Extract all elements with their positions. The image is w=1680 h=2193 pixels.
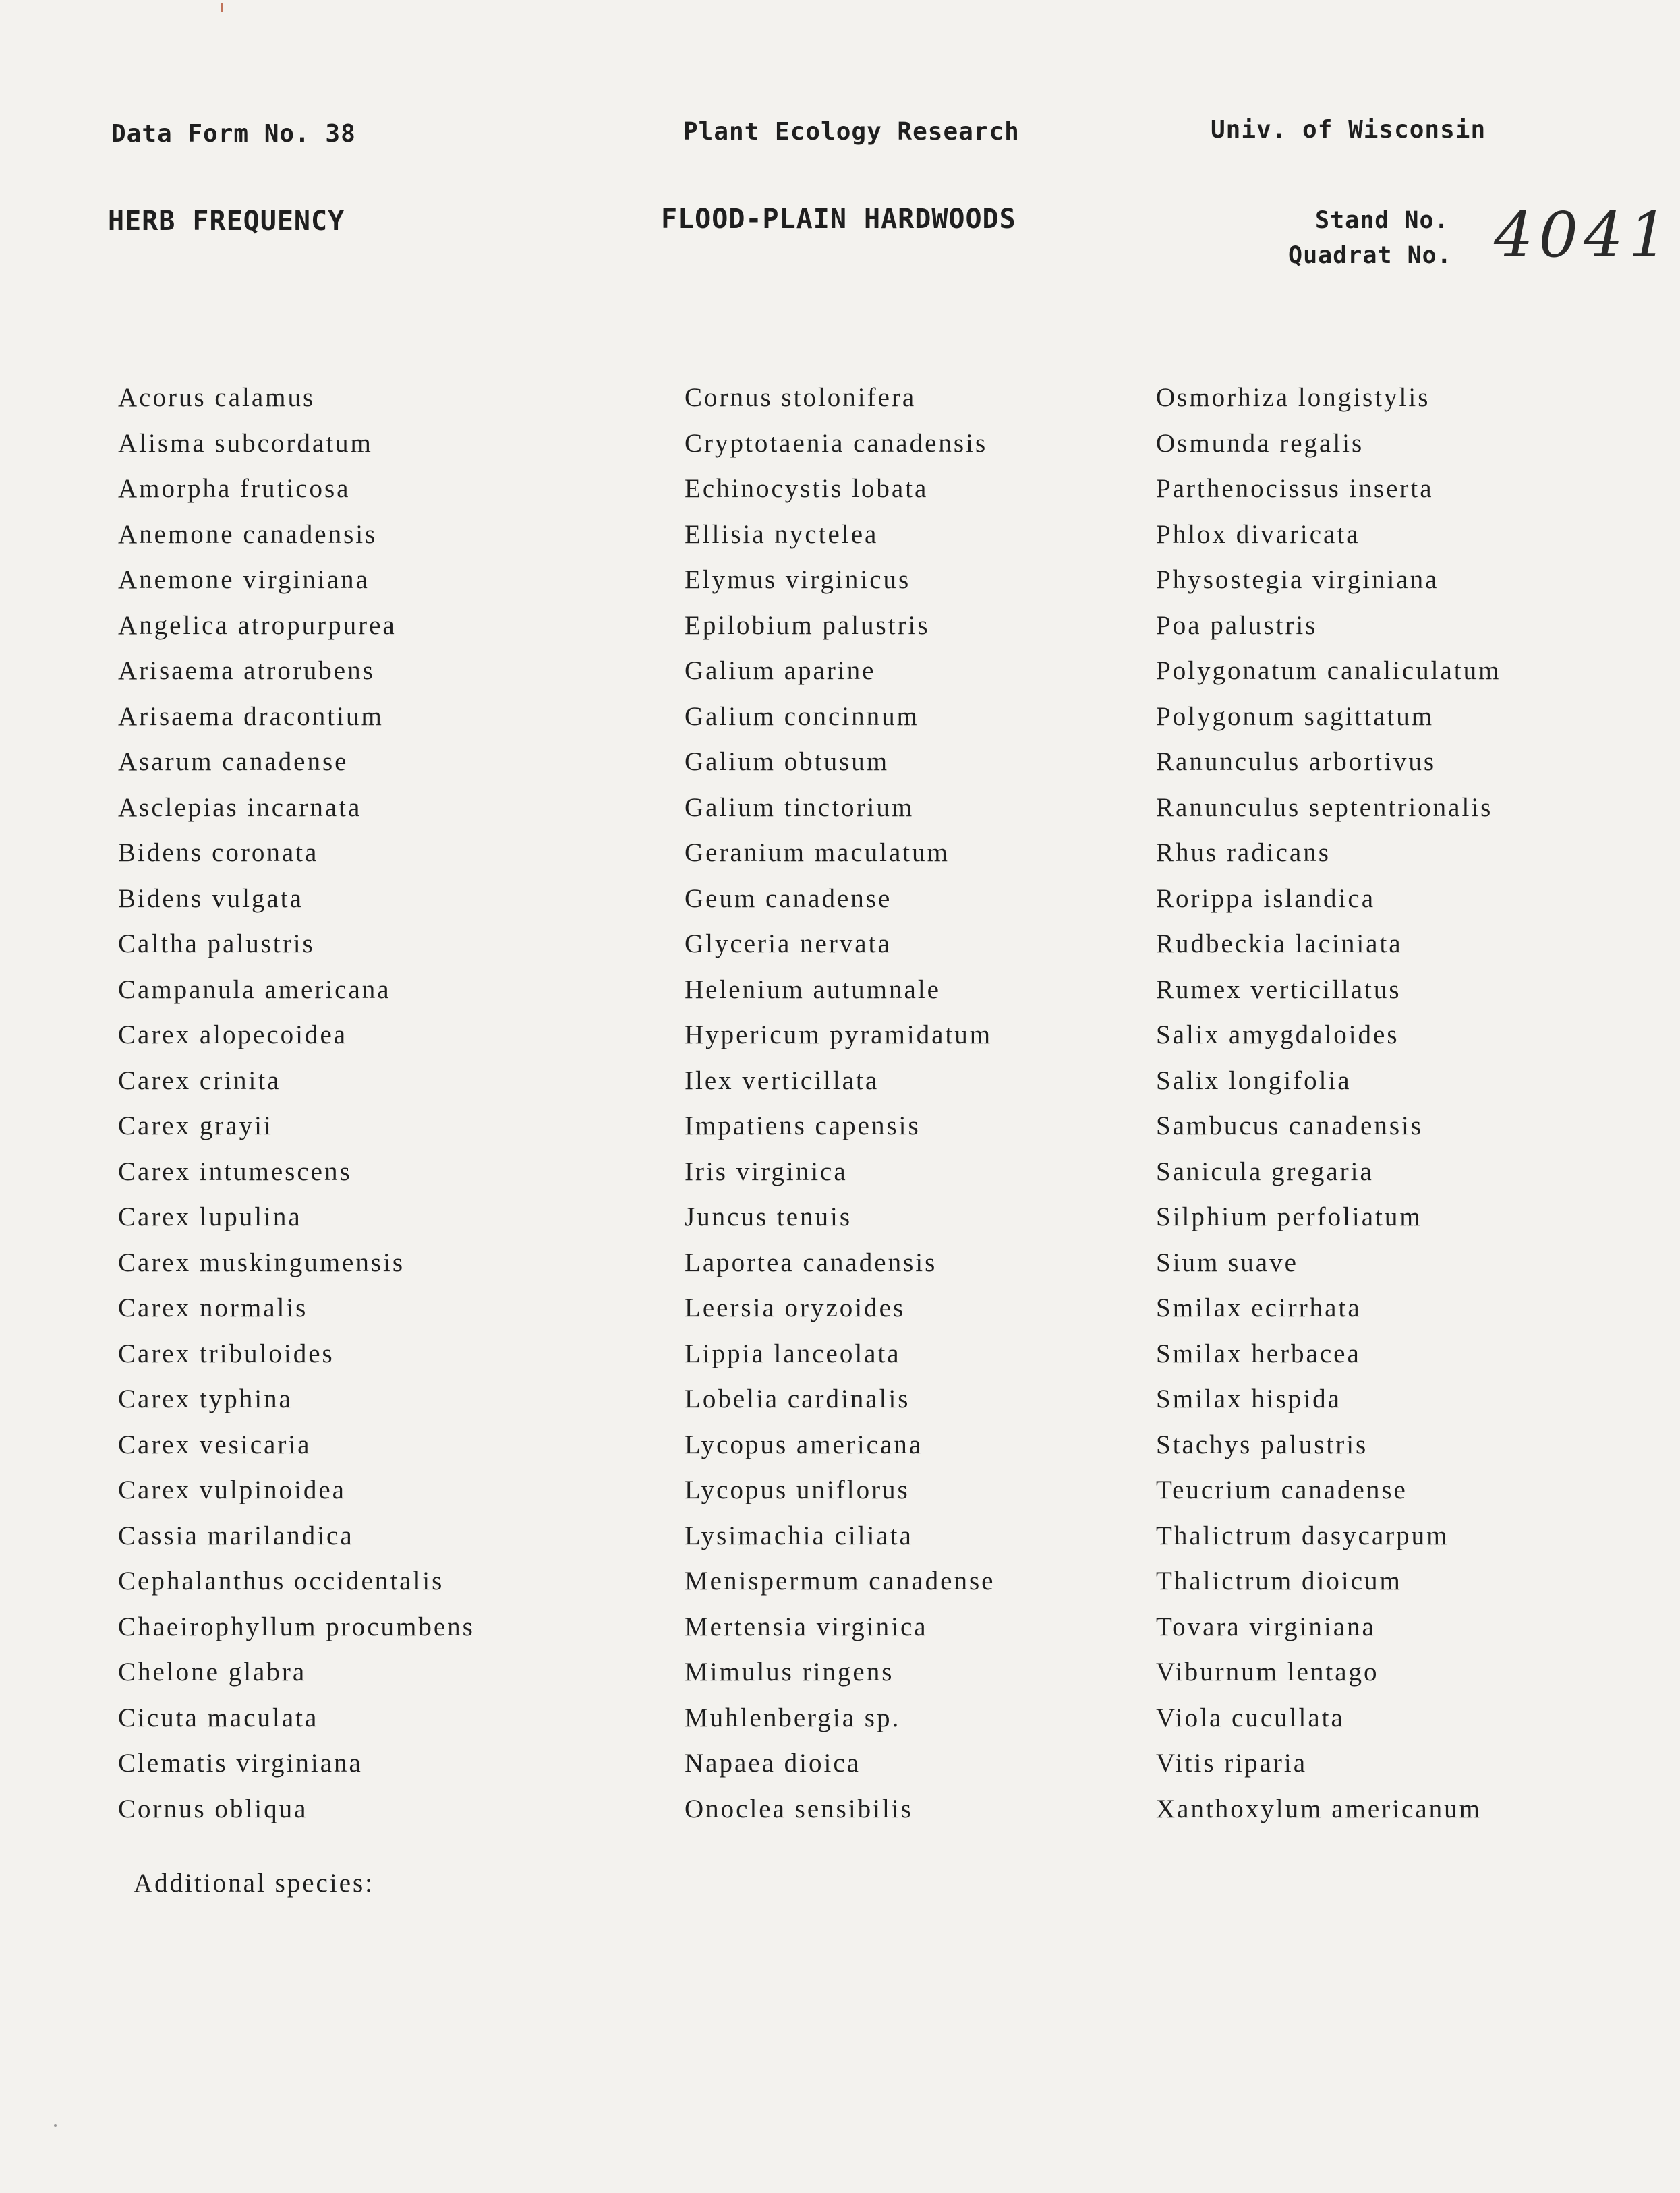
species-item: Smilax ecirrhata xyxy=(1156,1293,1362,1322)
species-item: Chaeirophyllum procumbens xyxy=(118,1612,475,1641)
quadrat-number-label: Quadrat No. xyxy=(1288,242,1452,269)
species-item: Carex normalis xyxy=(118,1293,308,1322)
species-item: Thalictrum dasycarpum xyxy=(1156,1521,1449,1550)
species-item: Bidens coronata xyxy=(118,838,319,867)
species-item: Lysimachia ciliata xyxy=(685,1521,913,1550)
program-name: Plant Ecology Research xyxy=(683,118,1020,146)
species-item: Napaea dioica xyxy=(685,1749,861,1778)
stand-number-handwritten: 4041 xyxy=(1494,199,1674,271)
species-item: Viburnum lentago xyxy=(1156,1658,1379,1687)
species-column-1 xyxy=(118,381,475,1838)
species-item: Geum canadense xyxy=(685,883,892,913)
species-item: Silphium perfoliatum xyxy=(1156,1202,1422,1231)
species-item: Rorippa islandica xyxy=(1156,883,1376,913)
form-number: Data Form No. 38 xyxy=(111,120,356,148)
species-item: Mertensia virginica xyxy=(685,1612,928,1641)
species-item: Cicuta maculata xyxy=(118,1703,319,1732)
species-item: Onoclea sensibilis xyxy=(685,1794,913,1823)
page-mark xyxy=(221,3,223,12)
species-item: Mimulus ringens xyxy=(685,1658,894,1687)
species-item: Ranunculus arbortivus xyxy=(1156,747,1437,776)
species-item: Smilax herbacea xyxy=(1156,1339,1361,1368)
species-item: Carex crinita xyxy=(118,1065,281,1095)
species-item: Lobelia cardinalis xyxy=(685,1384,910,1413)
species-item: Cornus obliqua xyxy=(118,1794,308,1823)
species-item: Polygonatum canaliculatum xyxy=(1156,656,1501,685)
species-item: Sambucus canadensis xyxy=(1156,1111,1424,1140)
species-item: Geranium maculatum xyxy=(685,838,950,867)
species-item: Asarum canadense xyxy=(118,747,349,776)
species-item: Salix amygdaloides xyxy=(1156,1020,1399,1049)
species-item: Galium aparine xyxy=(685,656,876,685)
species-item: Leersia oryzoides xyxy=(685,1293,906,1322)
species-item: Lycopus uniflorus xyxy=(685,1475,910,1504)
species-item: Caltha palustris xyxy=(118,929,315,958)
species-item: Rudbeckia laciniata xyxy=(1156,929,1403,958)
species-item: Glyceria nervata xyxy=(685,929,892,958)
species-item: Rumex verticillatus xyxy=(1156,974,1401,1004)
species-item: Hypericum pyramidatum xyxy=(685,1020,993,1049)
species-item: Carex vesicaria xyxy=(118,1430,312,1459)
institution-name: Univ. of Wisconsin xyxy=(1211,116,1486,144)
species-item: Osmunda regalis xyxy=(1156,428,1364,458)
species-item: Carex typhina xyxy=(118,1384,293,1413)
species-item: Osmorhiza longistylis xyxy=(1156,383,1430,412)
species-item: Vitis riparia xyxy=(1156,1749,1308,1778)
species-item: Poa palustris xyxy=(1156,610,1318,640)
species-item: Juncus tenuis xyxy=(685,1202,852,1231)
species-item: Galium obtusum xyxy=(685,747,890,776)
species-item: Muhlenbergia sp. xyxy=(685,1703,901,1732)
species-item: Carex intumescens xyxy=(118,1157,352,1186)
species-item: Impatiens capensis xyxy=(685,1111,921,1140)
species-item: Asclepias incarnata xyxy=(118,792,362,822)
species-column-3 xyxy=(1156,381,1501,1838)
species-item: Sanicula gregaria xyxy=(1156,1157,1374,1186)
species-item: Galium concinnum xyxy=(685,701,920,731)
species-item: Cephalanthus occidentalis xyxy=(118,1567,444,1596)
species-item: Thalictrum dioicum xyxy=(1156,1567,1402,1596)
species-item: Lippia lanceolata xyxy=(685,1339,901,1368)
species-item: Smilax hispida xyxy=(1156,1384,1341,1413)
species-item: Ilex verticillata xyxy=(685,1065,879,1095)
species-item: Menispermum canadense xyxy=(685,1567,995,1596)
species-item: Phlox divaricata xyxy=(1156,519,1360,549)
species-item: Anemone virginiana xyxy=(118,565,370,594)
species-item: Physostegia virginiana xyxy=(1156,565,1439,594)
species-item: Alisma subcordatum xyxy=(118,428,373,458)
species-item: Rhus radicans xyxy=(1156,838,1331,867)
species-item: Arisaema dracontium xyxy=(118,701,384,731)
species-item: Parthenocissus inserta xyxy=(1156,474,1434,503)
species-item: Viola cucullata xyxy=(1156,1703,1345,1732)
species-item: Carex alopecoidea xyxy=(118,1020,348,1049)
page-speck xyxy=(54,2124,57,2127)
species-item: Echinocystis lobata xyxy=(685,474,929,503)
species-item: Angelica atropurpurea xyxy=(118,610,397,640)
species-item: Acorus calamus xyxy=(118,383,316,412)
species-item: Carex grayii xyxy=(118,1111,273,1140)
species-item: Carex tribuloides xyxy=(118,1339,335,1368)
species-item: Epilobium palustris xyxy=(685,610,930,640)
species-item: Carex lupulina xyxy=(118,1202,302,1231)
species-item: Clematis virginiana xyxy=(118,1749,363,1778)
species-item: Carex muskingumensis xyxy=(118,1248,405,1277)
species-item: Chelone glabra xyxy=(118,1658,307,1687)
species-item: Iris virginica xyxy=(685,1157,848,1186)
additional-species-label: Additional species: xyxy=(134,1869,375,1898)
species-item: Teucrium canadense xyxy=(1156,1475,1408,1504)
species-item: Arisaema atrorubens xyxy=(118,656,375,685)
species-item: Elymus virginicus xyxy=(685,565,911,594)
species-item: Tovara virginiana xyxy=(1156,1612,1376,1641)
species-item: Cryptotaenia canadensis xyxy=(685,428,988,458)
species-item: Lycopus americana xyxy=(685,1430,923,1459)
species-item: Galium tinctorium xyxy=(685,792,915,822)
species-item: Ellisia nyctelea xyxy=(685,519,879,549)
species-item: Salix longifolia xyxy=(1156,1065,1352,1095)
species-column-2 xyxy=(685,381,995,1838)
species-item: Cassia marilandica xyxy=(118,1521,354,1550)
community-title: FLOOD-PLAIN HARDWOODS xyxy=(661,204,1016,235)
species-item: Sium suave xyxy=(1156,1248,1298,1277)
species-item: Cornus stolonifera xyxy=(685,383,917,412)
species-item: Carex vulpinoidea xyxy=(118,1475,346,1504)
species-item: Polygonum sagittatum xyxy=(1156,701,1435,731)
species-item: Amorpha fruticosa xyxy=(118,474,351,503)
species-item: Bidens vulgata xyxy=(118,883,303,913)
species-item: Anemone canadensis xyxy=(118,519,378,549)
species-item: Laportea canadensis xyxy=(685,1248,937,1277)
species-item: Helenium autumnale xyxy=(685,974,941,1004)
stand-number-label: Stand No. xyxy=(1315,207,1449,234)
species-item: Stachys palustris xyxy=(1156,1430,1368,1459)
form-title: HERB FREQUENCY xyxy=(108,206,345,237)
species-item: Campanula americana xyxy=(118,974,391,1004)
species-item: Ranunculus septentrionalis xyxy=(1156,792,1493,822)
species-item: Xanthoxylum americanum xyxy=(1156,1794,1482,1823)
